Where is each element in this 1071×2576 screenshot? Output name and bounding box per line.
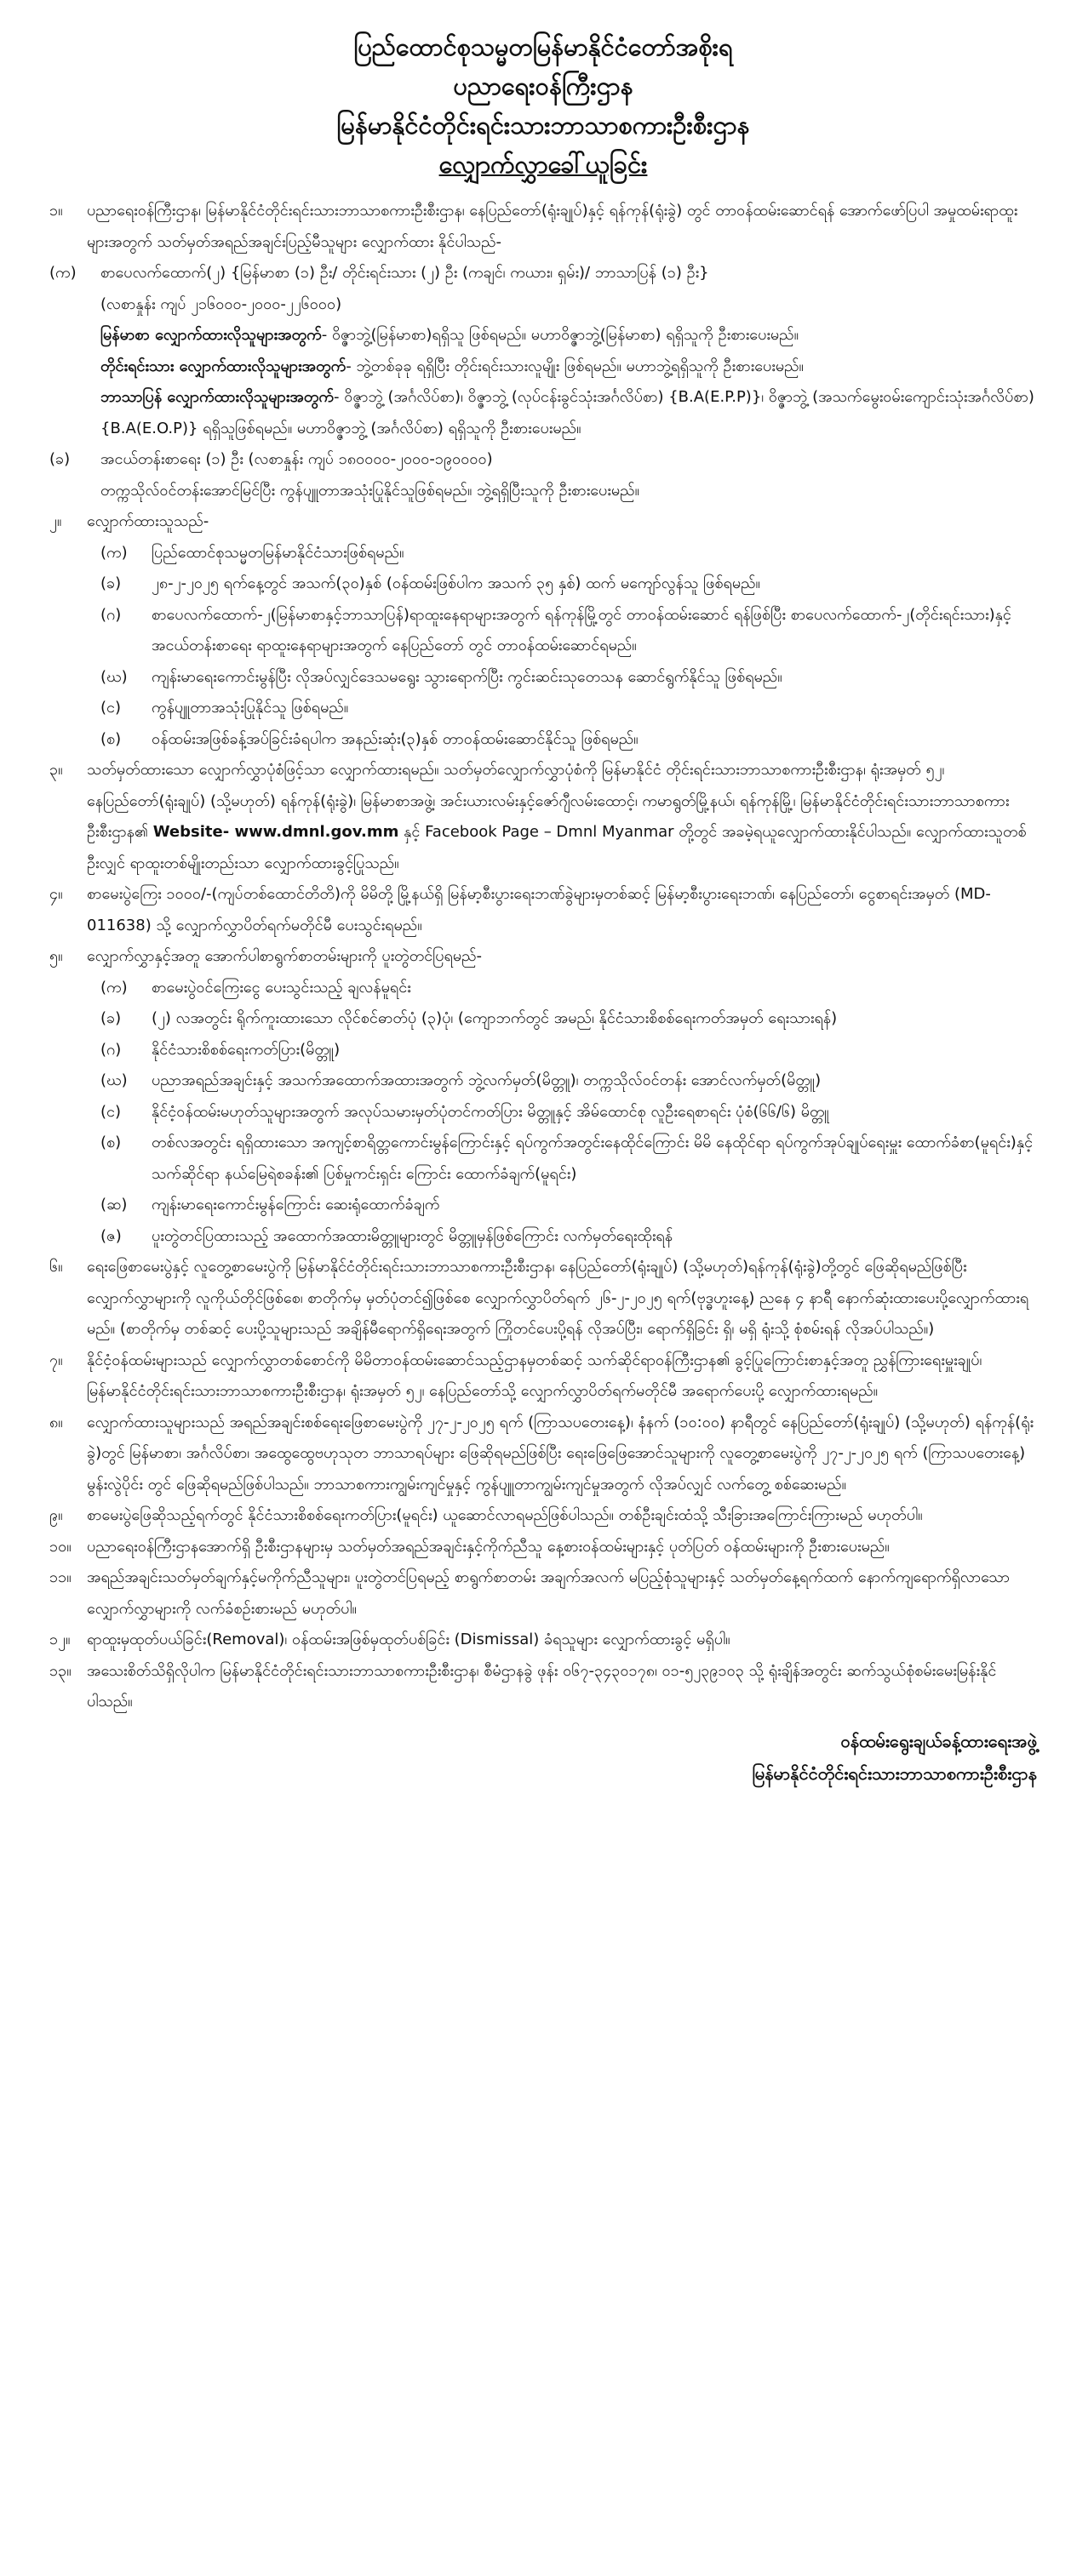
- item-text: ကွန်ပျူတာအသုံးပြုနိုင်သူ ဖြစ်ရမည်။: [152, 699, 349, 717]
- section-number: ၁၂။: [49, 1631, 71, 1648]
- section-text: ရေးဖြေစာမေးပွဲနှင့် လူတွေ့စာမေးပွဲကို မြန်မာနိုင်ငံတိုင်းရင်းသားဘာသာစကားဦးစီးဌာန၊ နေပြည်တော်(ရုံးချုပ်) (သို့မဟုတ်)ရန်ကုန်(ရုံးခွဲ)တို့တွင် ဖြေဆိုရမည်ဖြစ်ပြီး လျှောက်လွှာများကို လူကိုယ်တိုင်ဖြစ်စေ၊ စာတိုက်မှ မှတ်ပုံတင်၍ဖြစ်စေ လျှောက်လွှာပိတ်ရက် ၂၆-၂-၂၀၂၅ ရက်(ဗုဒ္ဓဟူးနေ့) ညနေ ၄ နာရီ နောက်ဆုံးထားပေးပို့လျှောက်ထားရမည်။ (စာတိုက်မှ တစ်ဆင့် ပေးပို့သူများသည် အချိန်မီရောက်ရှိရေးအတွက် ကြိုတင်ပေးပို့ရန် လိုအပ်ပြီး၊ ရောက်ရှိခြင်း ရှိ၊ မရှိ ရုံးသို့ စုံစမ်းရန် လိုအပ်ပါသည်။): [87, 1258, 1029, 1338]
- item-label: (င): [100, 1102, 122, 1121]
- item-label: (ဃ): [100, 1071, 128, 1089]
- item-text: နိုင်ငံသားစိစစ်ရေးကတ်ပြား(မိတ္တူ): [152, 1040, 341, 1059]
- section-1: [49, 196, 1037, 258]
- item-text: ကျန်းမာရေးကောင်းမွန်ကြောင်း ဆေးရုံထောက်ခံချက်: [152, 1196, 440, 1214]
- item-text: ပူးတွဲတင်ပြထားသည့် အထောက်အထားမိတ္တူများတွင် မိတ္တူမှန်ဖြစ်ကြောင်း လက်မှတ်ရေးထိုးရန်: [152, 1226, 673, 1245]
- item-text: အငယ်တန်းစာရေး (၁) ဦး (လစာနှုန်း ကျပ် ၁၈၀၀၀၀-၂၀၀၀-၁၉၀၀၀၀): [100, 450, 493, 468]
- list-item: [49, 600, 1037, 662]
- notice-title: လျှောက်လွှာခေါ်ယူခြင်း: [438, 150, 648, 179]
- section-number: ၁၃။: [49, 1661, 72, 1680]
- list-item: [49, 1190, 1037, 1221]
- section-5: [49, 941, 1037, 973]
- header-line-2: ပညာရေးဝန်ကြီးဌာန: [453, 71, 633, 100]
- section-number: ၅။: [49, 947, 63, 965]
- item-label: (ဆ): [100, 1196, 128, 1214]
- section-number: ၁၀။: [49, 1537, 72, 1556]
- item-label: (က): [100, 543, 128, 562]
- section-number: ၇။: [49, 1351, 63, 1369]
- list-item: [49, 538, 1037, 569]
- category-text: - ဘွဲ့တစ်ခုခု ရရှိပြီး တိုင်းရင်းသားလူမျိုး ဖြစ်ရမည်။ မဟာဘွဲ့ရရှိသူကို ဦးစားပေးမည်။: [346, 357, 804, 375]
- section-7: [49, 1345, 1037, 1408]
- section-1-item-k: [49, 258, 1037, 289]
- item-label: (င): [100, 699, 122, 717]
- section-text: နိုင်ငံ့ဝန်ထမ်းများသည် လျှောက်လွှာတစ်စောင်ကို မိမိတာဝန်ထမ်းဆောင်သည့်ဌာနမှတစ်ဆင့် သက်ဆိုင်ရာဝန်ကြီးဌာန၏ ခွင့်ပြုကြောင်းစာနှင့်အတူ ညွှန်ကြားရေးမှူးချုပ်၊ မြန်မာနိုင်ငံတိုင်းရင်းသားဘာသာစကားဦးစီးဌာန၊ ရုံးအမှတ် ၅၂၊ နေပြည်တော်သို့ လျှောက်လွှာပိတ်ရက်မတိုင်မီ အရောက်ပေးပို့ လျှောက်ထားရမည်။: [87, 1351, 982, 1400]
- section-4: [49, 879, 1037, 941]
- section-number: ၂။: [49, 512, 62, 530]
- section-text: ပညာရေးဝန်ကြီးဌာန၊ မြန်မာနိုင်ငံတိုင်းရင်းသားဘာသာစကားဦးစီးဌာန၊ နေပြည်တော်(ရုံးချုပ်)နှင့် ရန်ကုန်(ရုံးခွဲ) တွင် တာဝန်ထမ်းဆောင်ရန် အောက်ဖော်ပြပါ အမှုထမ်းရာထူးများအတွက် သတ်မှတ်အရည်အချင်းပြည့်မီသူများ လျှောက်ထား နိုင်ပါသည်-: [87, 202, 1018, 251]
- item-label: (က): [49, 264, 77, 282]
- item-label: (ဂ): [100, 605, 122, 624]
- category-heading: ဘာသာပြန် လျှောက်ထားလိုသူများအတွက်: [100, 388, 335, 406]
- list-item: [49, 1097, 1037, 1128]
- item-label: (က): [100, 978, 128, 997]
- list-item: [49, 1003, 1037, 1035]
- list-item: [49, 1065, 1037, 1097]
- section-text: စာမေးပွဲကြေး ၁၀၀၀/-(ကျပ်တစ်ထောင်တိတိ)ကို မိမိတို့ မြို့နယ်ရှိ မြန်မာ့စီးပွားရေးဘဏ်ခွဲများမှတစ်ဆင့် မြန်မာ့စီးပွားရေးဘဏ်၊ နေပြည်တော်၊ ငွေစာရင်းအမှတ် (MD-011638) သို့ လျှောက်လွှာပိတ်ရက်မတိုင်မီ ပေးသွင်းရမည်။: [87, 885, 991, 934]
- item-text: ပညာအရည်အချင်းနှင့် အသက်အထောက်အထားအတွက် ဘွဲ့လက်မှတ်(မိတ္တူ)၊ တက္ကသိုလ်ဝင်တန်း အောင်လက်မှတ်(မိတ္တူ): [152, 1071, 822, 1089]
- item-text: (၂) လအတွင်း ရိုက်ကူးထားသော လိုင်စင်ဓာတ်ပုံ (၃)ပုံ၊ (ကျောဘက်တွင် အမည်၊ နိုင်ငံသားစိစစ်ရေးကတ်အမှတ် ရေးသားရန်): [152, 1009, 838, 1027]
- section-text: အသေးစိတ်သိရှိလိုပါက မြန်မာနိုင်ငံတိုင်းရင်းသားဘာသာစကားဦးစီးဌာန၊ စီမံဌာနခွဲ ဖုန်း ၀၆၇-၃၄၃၀၁၇၈၊ ၀၁-၅၂၃၉၁၀၃ သို့ ရုံးချိန်အတွင်း ဆက်သွယ်စုံစမ်းမေးမြန်းနိုင်ပါသည်။: [87, 1661, 997, 1711]
- item-label: (ဇ): [100, 1226, 122, 1245]
- section-8: [49, 1408, 1037, 1501]
- item-text: စာပေလက်ထောက်-၂(မြန်မာစာနှင့်ဘာသာပြန်)ရာထူးနေရာများအတွက် ရန်ကုန်မြို့တွင် တာဝန်ထမ်းဆောင် ရန်ဖြစ်ပြီး စာပေလက်ထောက်-၂(တိုင်းရင်းသား)နှင့်အငယ်တန်းစာရေး ရာထူးနေရာများအတွက် နေပြည်တော် တွင် တာဝန်ထမ်းဆောင်ရမည်။: [152, 605, 1011, 654]
- list-item: [49, 724, 1037, 756]
- section-2: [49, 506, 1037, 538]
- section-9: [49, 1500, 1037, 1532]
- section-text: လျှောက်လွှာနှင့်အတူ အောက်ပါစာရွက်စာတမ်းများကို ပူးတွဲတင်ပြရမည်-: [87, 947, 483, 965]
- notice-body: [49, 196, 1037, 1718]
- list-item: [49, 1128, 1037, 1190]
- header-line-1: ပြည်ထောင်စုသမ္မတမြန်မာနိုင်ငံတော်အစိုးရ: [353, 32, 733, 61]
- section-11: [49, 1562, 1037, 1625]
- signature-block: [49, 1725, 1037, 1790]
- recruitment-notice: [49, 27, 1037, 1790]
- list-item: [49, 973, 1037, 1004]
- section-number: ၁၁။: [49, 1568, 72, 1586]
- section-text: ပညာရေးဝန်ကြီးဌာနအောက်ရှိ ဦးစီးဌာနများမှ သတ်မှတ်အရည်အချင်းနှင့်ကိုက်ညီသူ နေ့စားဝန်ထမ်းများနှင့် ပုတ်ပြတ် ဝန်ထမ်းများကို ဦးစားပေးမည်။: [87, 1537, 890, 1556]
- signature-line-2: မြန်မာနိုင်ငံတိုင်းရင်းသားဘာသာစကားဦးစီးဌာန: [752, 1762, 1037, 1784]
- item-text: ၂၈-၂-၂၀၂၅ ရက်နေ့တွင် အသက်(၃၀)နှစ် (ဝန်ထမ်းဖြစ်ပါက အသက် ၃၅ နှစ်) ထက် မကျော်လွန်သူ ဖြစ်ရမည်။: [152, 574, 760, 592]
- section-5-list: [49, 973, 1037, 1253]
- item-text: တစ်လအတွင်း ရရှိထားသော အကျင့်စာရိတ္တကောင်းမွန်ကြောင်းနှင့် ရပ်ကွက်အတွင်းနေထိုင်ကြောင်း မိမိ နေထိုင်ရာ ရပ်ကွက်အုပ်ချုပ်ရေးမှူး ထောက်ခံစာ(မူရင်း)နှင့် သက်ဆိုင်ရာ နယ်မြေရဲစခန်း၏ ပြစ်မှုကင်းရှင်း ကြောင်း ထောက်ခံချက်(မူရင်း): [152, 1134, 1034, 1183]
- section-2-list: [49, 538, 1037, 756]
- item-label: (ခ): [100, 1009, 122, 1027]
- list-item: [49, 1221, 1037, 1253]
- category-heading: တိုင်းရင်းသား လျှောက်ထားလိုသူများအတွက်: [100, 357, 346, 375]
- website-link[interactable]: Website- www.dmnl.gov.mm: [152, 823, 399, 841]
- list-item: [49, 693, 1037, 724]
- list-item: [49, 1035, 1037, 1066]
- section-text: လျှောက်ထားသူသည်-: [87, 512, 209, 530]
- item-note: တက္ကသိုလ်ဝင်တန်းအောင်မြင်ပြီး ကွန်ပျူတာအသုံးပြုနိုင်သူဖြစ်ရမည်။ ဘွဲ့ရရှိပြီးသူကို ဦးစားပေးမည်။: [100, 481, 640, 500]
- section-text-part: နှင့် Facebook Page – Dmnl Myanmar တို့တွင် အခမဲ့ရယူလျှောက်ထားနိုင်ပါသည်။ လျှောက်ထားသူတစ်ဦးလျှင် ရာထူးတစ်မျိုးတည်းသာ လျှောက်ထားခွင့်ပြုသည်။: [87, 823, 1027, 872]
- item-text: စာမေးပွဲဝင်ကြေးငွေ ပေးသွင်းသည့် ချလန်မူရင်း: [152, 978, 411, 997]
- salary-scale: (လစာနှုန်း ကျပ် ၂၁၆၀၀၀-၂၀၀၀-၂၂၆၀၀၀): [100, 294, 342, 313]
- item-text: ပြည်ထောင်စုသမ္မတမြန်မာနိုင်ငံသားဖြစ်ရမည်။: [152, 543, 404, 562]
- category-heading: မြန်မာစာ လျှောက်ထားလိုသူများအတွက်: [100, 326, 322, 344]
- category-text: - ဝိဇ္ဇာဘွဲ့(မြန်မာစာ)ရရှိသူ ဖြစ်ရမည်။ မဟာဝိဇ္ဇာဘွဲ့(မြန်မာစာ) ရရှိသူကို ဦးစားပေးမည်။: [321, 326, 799, 344]
- category-text: - ဝိဇ္ဇာဘွဲ့ (အင်္ဂလိပ်စာ)၊ ဝိဇ္ဇာဘွဲ့ (လုပ်ငန်းခွင်သုံးအင်္ဂလိပ်စာ) {B.A(E.P.P)}၊ ဝိဇ္ဇာဘွဲ့ (အသက်မွေးဝမ်းကျောင်းသုံးအင်္ဂလိပ်စာ) {B.A(E.O.P)} ရရှိသူဖြစ်ရမည်။ မဟာဝိဇ္ဇာဘွဲ့ (အင်္ဂလိပ်စာ) ရရှိသူကို ဦးစားပေးမည်။: [100, 388, 1034, 437]
- section-13: [49, 1656, 1037, 1718]
- section-number: ၆။: [49, 1258, 63, 1276]
- signature-line-1: ဝန်ထမ်းရွေးချယ်ခန့်ထားရေးအဖွဲ့: [840, 1730, 1037, 1751]
- item-label: (စ): [100, 729, 122, 748]
- item-label: (ဃ): [100, 667, 128, 686]
- section-text-part: သတ်မှတ်ထားသော လျှောက်လွှာပုံစံဖြင့်သာ လျှောက်ထားရမည်။ သတ်မှတ်လျှောက်လွှာပုံစံကို မြန်မာနိုင်ငံ တိုင်းရင်းသားဘာသာစကားဦးစီးဌာန၊ ရုံးအမှတ် ၅၂၊ နေပြည်တော်(ရုံးချုပ်) (သို့မဟုတ်) ရန်ကုန်(ရုံးခွဲ)၊ မြန်မာစာအဖွဲ့၊ အင်းယားလမ်းနှင့်ဇော်ဂျီလမ်းထောင့်၊ ကမာရွတ်မြို့နယ်၊ ရန်ကုန်မြို့၊ မြန်မာနိုင်ငံတိုင်းရင်းသားဘာသာစကားဦးစီးဌာန၏: [87, 761, 1010, 841]
- section-text: ရာထူးမှထုတ်ပယ်ခြင်း(Removal)၊ ဝန်ထမ်းအဖြစ်မှထုတ်ပစ်ခြင်း (Dismissal) ခံရသူများ လျှောက်ထားခွင့် မရှိပါ။: [87, 1631, 730, 1648]
- section-number: ၉။: [49, 1506, 63, 1524]
- item-text: ဝန်ထမ်းအဖြစ်ခန့်အပ်ခြင်းခံရပါက အနည်းဆုံး(၃)နှစ် တာဝန်ထမ်းဆောင်နိုင်သူ ဖြစ်ရမည်။: [152, 729, 639, 748]
- category-myanmar: [49, 320, 1037, 351]
- item-label: (စ): [100, 1134, 122, 1151]
- item-label: (ခ): [49, 450, 71, 468]
- item-text: စာပေလက်ထောက်(၂) {မြန်မာစာ (၁) ဦး/ တိုင်းရင်းသား (၂) ဦး (ကချင်၊ ကယား၊ ရှမ်း)/ ဘာသာပြန် (၁) ဦး}: [100, 264, 709, 282]
- list-item: [49, 662, 1037, 694]
- section-number: ၁။: [49, 202, 63, 220]
- category-translation: [49, 382, 1037, 444]
- section-text: လျှောက်ထားသူများသည် အရည်အချင်းစစ်ရေးဖြေစာမေးပွဲကို ၂၇-၂-၂၀၂၅ ရက် (ကြာသပတေးနေ့)၊ နံနက် (၁၀:၀၀) နာရီတွင် နေပြည်တော်(ရုံးချုပ်) (သို့မဟုတ်) ရန်ကုန်(ရုံးခွဲ)တွင် မြန်မာစာ၊ အင်္ဂလိပ်စာ၊ အထွေထွေဗဟုသုတ ဘာသာရပ်များ ဖြေဆိုရမည်ဖြစ်ပြီး ရေးဖြေဖြေအောင်သူများကို လူတွေ့စာမေးပွဲကို ၂၇-၂-၂၀၂၅ ရက် (ကြာသပတေးနေ့) မွန်းလွဲပိုင်း တွင် ဖြေဆိုရမည်ဖြစ်ပါသည်။ ဘာသာစကားကျွမ်းကျင်မှုနှင့် ကွန်ပျူတာကျွမ်းကျင်မှုအတွက် လိုအပ်လျှင် လက်တွေ့ စစ်ဆေးမည်။: [87, 1413, 1034, 1494]
- header-line-3: မြန်မာနိုင်ငံတိုင်းရင်းသားဘာသာစကားဦးစီးဌာန: [336, 111, 750, 140]
- section-3: [49, 755, 1037, 879]
- section-number: ၄။: [49, 885, 63, 903]
- section-6: [49, 1252, 1037, 1345]
- section-number: ၈။: [49, 1413, 63, 1431]
- item-text: ကျန်းမာရေးကောင်းမွန်ပြီး လိုအပ်လျှင်ဒေသမရွေး သွားရောက်ပြီး ကွင်းဆင်းသုတေသန ဆောင်ရွက်နိုင်သူ ဖြစ်ရမည်။: [152, 667, 782, 686]
- section-number: ၃။: [49, 761, 63, 779]
- item-label: (ဂ): [100, 1040, 122, 1059]
- section-text: [87, 755, 1037, 879]
- category-ethnic: [49, 351, 1037, 383]
- section-text: စာမေးပွဲဖြေဆိုသည့်ရက်တွင် နိုင်ငံသားစိစစ်ရေးကတ်ပြား(မူရင်း) ယူဆောင်လာရမည်ဖြစ်ပါသည်။ တစ်ဦးချင်းထံသို့ သီးခြားအကြောင်းကြားမည် မဟုတ်ပါ။: [87, 1506, 923, 1524]
- section-10: [49, 1532, 1037, 1563]
- item-label: (ခ): [100, 574, 122, 592]
- list-item: [49, 568, 1037, 600]
- section-text: အရည်အချင်းသတ်မှတ်ချက်နှင့်မကိုက်ညီသူများ၊ ပူးတွဲတင်ပြရမည့် စာရွက်စာတမ်း အချက်အလက် မပြည့်စုံသူများနှင့် သတ်မှတ်နေ့ရက်ထက် နောက်ကျရောက်ရှိလာသော လျှောက်လွှာများကို လက်ခံစဉ်းစားမည် မဟုတ်ပါ။: [87, 1568, 1011, 1618]
- section-1-item-kh: [49, 444, 1037, 476]
- item-text: နိုင်ငံ့ဝန်ထမ်းမဟုတ်သူများအတွက် အလုပ်သမားမှတ်ပုံတင်ကတ်ပြား မိတ္တူနှင့် အိမ်ထောင်စု လူဦးရေစာရင်း ပုံစံ(၆၆/၆) မိတ္တူ: [152, 1102, 829, 1121]
- section-12: [49, 1625, 1037, 1656]
